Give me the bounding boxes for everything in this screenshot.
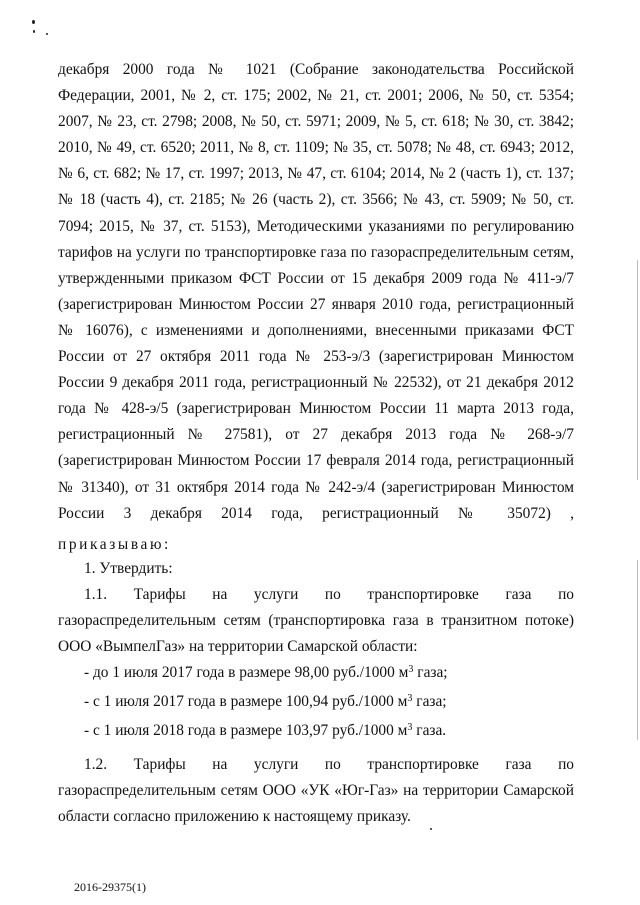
item-1-1: 1.1. Тарифы на услуги по транспортировке газа по газораспределительным сетям (транспортировка газа в транзитном потоке) ООО «ВымпелГаз» на территории Самарской области:	[58, 586, 574, 655]
tariff-line: - с 1 июля 2018 года в размере 103,97 руб./1000 $м^3$ газа.	[84, 722, 447, 739]
tariff-line: - до 1 июля 2017 года в размере 98,00 руб./1000 $м^3$ газа;	[84, 664, 448, 681]
scan-speck	[46, 33, 48, 35]
scan-edge-line	[637, 560, 638, 740]
scan-edge-line	[637, 260, 638, 480]
item-1-2: 1.2. Тарифы на услуги по транспортировке газа по газораспределительным сетям ООО «УК «Юг-Газ» на территории Самарской области согласно приложению к настоящему приказу.	[58, 756, 574, 825]
tariff-line: - с 1 июля 2017 года в размере 100,94 руб./1000 $м^3$ газа;	[84, 693, 447, 710]
document-code: 2016-29375(1)	[74, 880, 146, 894]
order-word: приказываю:	[58, 536, 171, 553]
scan-speck	[32, 20, 35, 24]
scan-speck	[33, 30, 35, 33]
intro-paragraph: декабря 2000 года № 1021 (Собрание законодательства Российской Федерации, 2001, № 2, ст. 175; 2002, № 21, ст. 2001; 2006, № 50, ст. 5354; 2007, № 23, ст. 2798; 2008, № 50, ст. 5971; 2009, № 5, ст. 618; № 30, ст. 3842; 2010, № 49, ст. 6520; 2011, № 8, ст. 1109; № 35, ст. 5078; № 48, ст. 6943; 2012, № 6, ст. 682; № 17, ст. 1997; 2013, № 47, ст. 6104; 2014, № 2 (часть 1), ст. 137; № 18 (часть 4), ст. 2185; № 26 (часть 2), ст. 3566; № 43, ст. 5909; № 50, ст. 7094; 2015, № 37, ст. 5153), Методическими указаниями по регулированию тарифов на услуги по транспортировке газа по газораспределительным сетям, утвержденными приказом ФСТ России от 15 декабря 2009 года № 411-э/7 (зарегистрирован Минюстом России 27 января 2010 года, регистрационный № 16076), с изменениями и дополнениями, внесенными приказами ФСТ России от 27 октября 2011 года № 253-э/3 (зарегистрирован Минюстом России 9 декабря 2011 года, регистрационный № 22532), от 21 декабря 2012 года № 428-э/5 (зарегистрирован Минюстом России 11 марта 2013 года, регистрационный № 27581), от 27 декабря 2013 года № 268-э/7 (зарегистрирован Минюстом России 17 февраля 2014 года, регистрационный № 31340), от 31 октября 2014 года № 242-э/4 (зарегистрирован Минюстом России 3 декабря 2014 года, регистрационный № 35072) ,	[58, 61, 574, 522]
item-1: 1. Утвердить:	[84, 560, 173, 577]
